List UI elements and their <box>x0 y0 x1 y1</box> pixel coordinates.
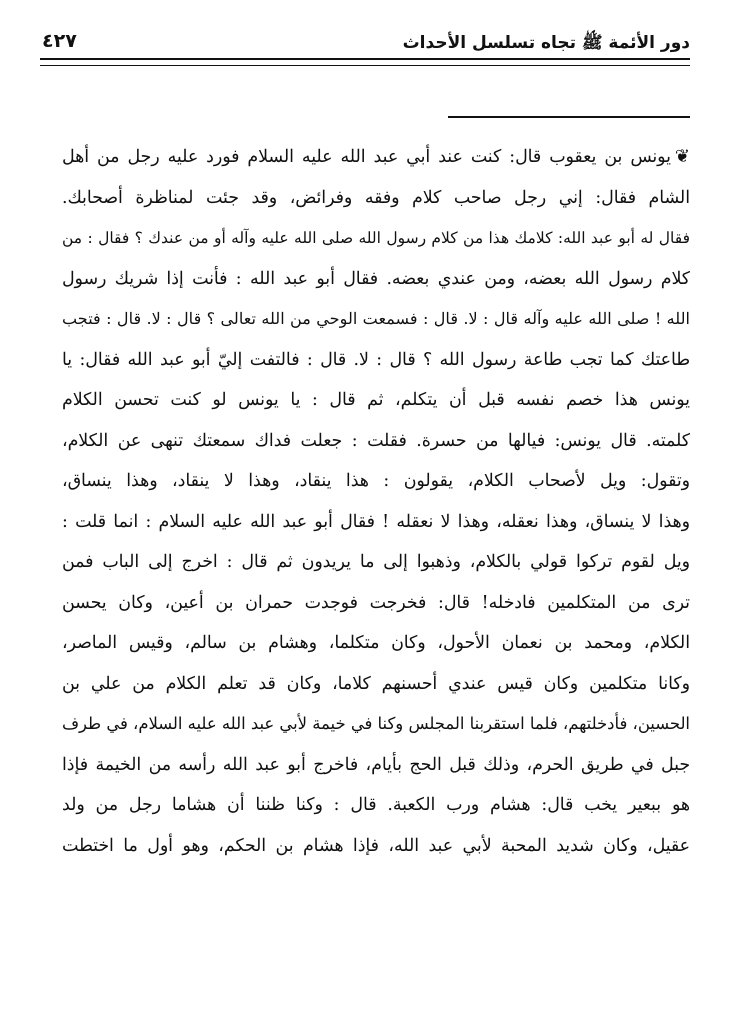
text-line: هو ببعير يخب قال: هشام ورب الكعبة. قال : وكنا ظننا أن هشاما رجل من ولد <box>62 795 690 815</box>
text-line: الكلام، ومحمد بن نعمان الأحول، وكان متكلما، وهشام بن سالم، وقيس الماصر، <box>62 633 690 653</box>
text-line: ويل لقوم تركوا قولي بالكلام، وذهبوا إلى ما يريدون ثم قال : اخرج إلى الباب فمن <box>62 552 690 572</box>
line-text: يونس بن يعقوب قال: كنت عند أبي عبد الله عليه السلام فورد عليه رجل من أهل <box>62 147 671 167</box>
text-line: يونس هذا خصم نفسه قبل أن يتكلم، ثم قال : يا يونس لو كنت تحسن الكلام <box>62 390 690 410</box>
text-line: وتقول: ويل لأصحاب الكلام، يقولون : هذا ينقاد، وهذا لا ينقاد، وهذا ينساق، <box>62 471 690 491</box>
text-line: الحسين، فأدخلتهم، فلما استقربنا المجلس وكنا في خيمة لأبي عبد الله عليه السلام، في طرف <box>62 714 690 733</box>
text-line: كلمته. قال يونس: فيالها من حسرة. فقلت : جعلت فداك سمعتك تنهى عن الكلام، <box>62 430 690 451</box>
text-line: فقال له أبو عبد الله: كلامك هذا من كلام رسول الله صلى الله عليه وآله أو من عندك ؟ فقال : من <box>62 229 690 247</box>
header-double-rule <box>40 58 690 66</box>
text-line: الشام فقال: إني رجل صاحب كلام وفقه وفرائض، وقد جئت لمناظرة أصحابك. <box>62 187 690 208</box>
text-line: عقيل، وكان شديد المحبة لأبي عبد الله، فإذا هشام بن الحكم، وهو أول ما اختطت <box>62 835 690 856</box>
section-rule <box>448 116 690 118</box>
text-line: طاعتك كما تجب طاعة رسول الله ؟ قال : لا. قال : فالتفت إليّ أبو عبد الله فقال: يا <box>62 349 690 370</box>
text-line: ترى من المتكلمين فادخله! قال: فخرجت فوجدت حمران بن أعين، وكان يحسن <box>62 592 690 613</box>
page-number: ٤٢٧ <box>42 30 77 52</box>
text-line <box>62 137 690 178</box>
text-line: كلام رسول الله بعضه، ومن عندي بعضه. فقال أبو عبد الله : فأنت إذا شريك رسول <box>62 268 690 289</box>
text-line: وهذا لا ينساق، وهذا نعقله، وهذا لا نعقله ! فقال أبو عبد الله عليه السلام : انما قلت : <box>62 511 690 532</box>
page-header <box>40 28 690 62</box>
body-text <box>62 137 690 866</box>
text-line: وكانا متكلمين وكان قيس عندي أحسنهم كلاما، وكان قد تعلم الكلام من علي بن <box>62 673 690 694</box>
text-line: الله ! صلى الله عليه وآله قال : لا. قال : فسمعت الوحي من الله تعالى ؟ قال : لا. قال : فتجب <box>62 309 690 328</box>
leaf-ornament-icon: ❦ <box>674 146 690 167</box>
text-line: جبل في طريق الحرم، وذلك قبل الحج بأيام، فاخرج أبو عبد الله رأسه من الخيمة فإذا <box>62 754 690 775</box>
running-title: دور الأئمة ﷺ تجاه تسلسل الأحداث <box>402 33 690 53</box>
